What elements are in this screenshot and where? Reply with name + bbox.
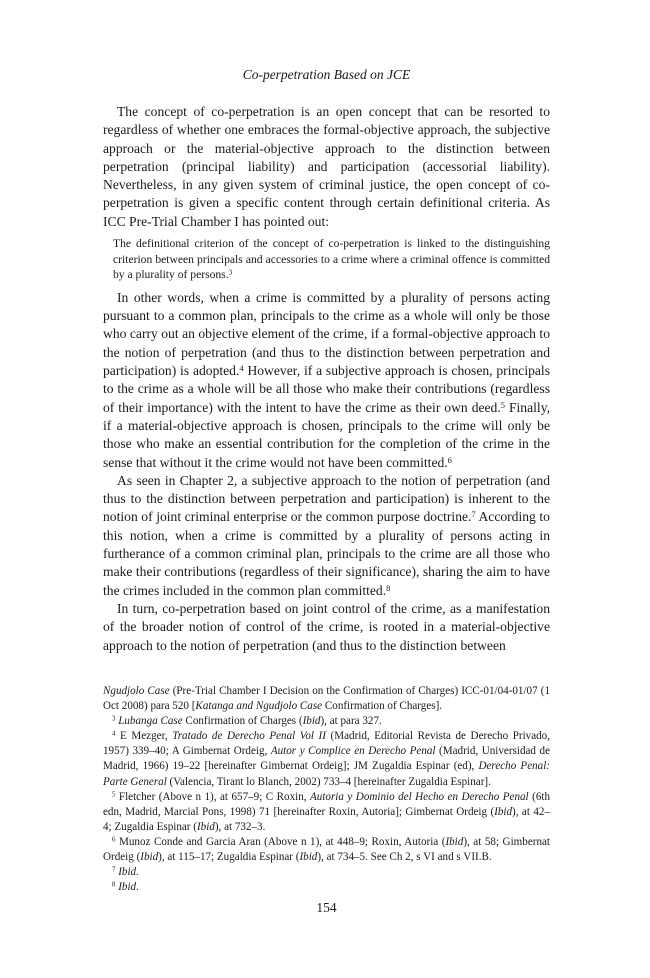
- paragraph-1: The concept of co-perpetration is an open concept that can be resorted to regardless of whether one embraces the formal-objective approach, the subjective approach or the material-objective approach to the distinction between perpetration (principal liability) and participation (accessorial liability). Nevertheless, in any given system of criminal justice, the open concept of co-perpetration is given a specific content through certain definitional criteria. As ICC Pre-Trial Chamber I has pointed out:: [103, 104, 550, 229]
- footnote-7: $^7$ Ibid.: [112, 866, 139, 879]
- footnote-6: $^6$ Munoz Conde and Garcia Aran (Above n 1), at 448–9; Roxin, Autoria (Ibid), at 58; Gimbernat Ordeig (Ibid), at 115–17; Zugaldia Espinar (Ibid), at 734–5. See Ch 2, s VI and s VII.B.: [103, 835, 550, 864]
- paragraph-2: In other words, when a crime is committed by a plurality of persons acting pursuant to a common plan, principals to the crime as a whole will only be those who carry out an objective element of the crime, if a formal-objective approach to the notion of perpetration (and thus to the distinction between perpetration and participation) is adopted.$^4$ However, if a subjective approach is chosen, principals to the crime as a whole will be all those who make their contributions (regardless of their importance) with the intent to have the crime as their own deed.$^5$ Finally, if a material-objective approach is chosen, principals to the crime will only be those who make an essential contribution for the completion of the crime in the sense that without it the crime would not have been committed.$^6$: [103, 289, 551, 470]
- running-head: Co-perpetration Based on JCE: [242, 67, 411, 82]
- footnotes: [103, 684, 550, 895]
- paragraph-3: As seen in Chapter 2, a subjective approach to the notion of perpetration (and thus to the distinction between perpetration and participation) is inherent to the notion of joint criminal enterprise or the common purpose doctrine.$^7$ According to this notion, when a crime is committed by a plurality of persons acting in furtherance of a common criminal plan, principals to the crime are all those who make their contributions (regardless of their significance), sharing the aim to have the crimes included in the common plan committed.$^8$: [103, 472, 550, 598]
- footnote-4: $^4$ E Mezger, Tratado de Derecho Penal Vol II (Madrid, Editorial Revista de Derecho Privado, 1957) 339–40; A Gimbernat Ordeig, Autor y Complice en Derecho Penal (Madrid, Universidad de Madrid, 1966) 19–22 [hereinafter Gimbernat Ordeig]; JM Zugaldia Espinar (ed), Derecho Penal: Parte General (Valencia, Tirant lo Blanch, 2002) 733–4 [hereinafter Zugaldia Espinar].: [103, 730, 551, 788]
- footnote-ref-8[interactable]: 8: [386, 582, 391, 593]
- footnote-8: $^8$ Ibid.: [112, 881, 139, 894]
- footnote-ref-7[interactable]: 7: [471, 509, 476, 520]
- page-number: 154: [316, 900, 337, 915]
- footnote-ref-6[interactable]: 6: [447, 454, 452, 465]
- paragraph-4: In turn, co-perpetration based on joint control of the crime, as a manifestation of the broader notion of control of the crime, is rooted in a material-objective approach to the notion of perpetration (and thus to the distinction between: [103, 600, 550, 653]
- body-text: [103, 103, 550, 655]
- footnote-continuation: Ngudjolo Case (Pre-Trial Chamber I Decision on the Confirmation of Charges) ICC-01/04-01/07 (1 Oct 2008) para 520 [Katanga and Ngudjolo Case Confirmation of Charges].: [103, 685, 550, 713]
- footnote-ref-5[interactable]: 5: [500, 399, 505, 410]
- footnote-ref-3[interactable]: 3: [228, 268, 233, 277]
- block-quote-text: The definitional criterion of the concept of co-perpetration is linked to the distinguishing criterion between principals and accessories to a crime where a criminal offence is committed by a plurality of persons.: [113, 237, 550, 282]
- block-quote: [113, 236, 550, 283]
- footnote-ref-4[interactable]: 4: [239, 362, 244, 373]
- footnote-5: $^5$ Fletcher (Above n 1), at 657–9; C Roxin, Autoria y Dominio del Hecho en Derecho Penal (6th edn, Madrid, Marcial Pons, 1998) 71 [hereinafter Roxin, Autoria]; Gimbernat Ordeig (Ibid), at 42–4; Zugaldia Espinar (Ibid), at 732–3.: [103, 790, 551, 833]
- footnote-3: $^3$ Lubanga Case Confirmation of Charges (Ibid), at para 327.: [112, 715, 382, 728]
